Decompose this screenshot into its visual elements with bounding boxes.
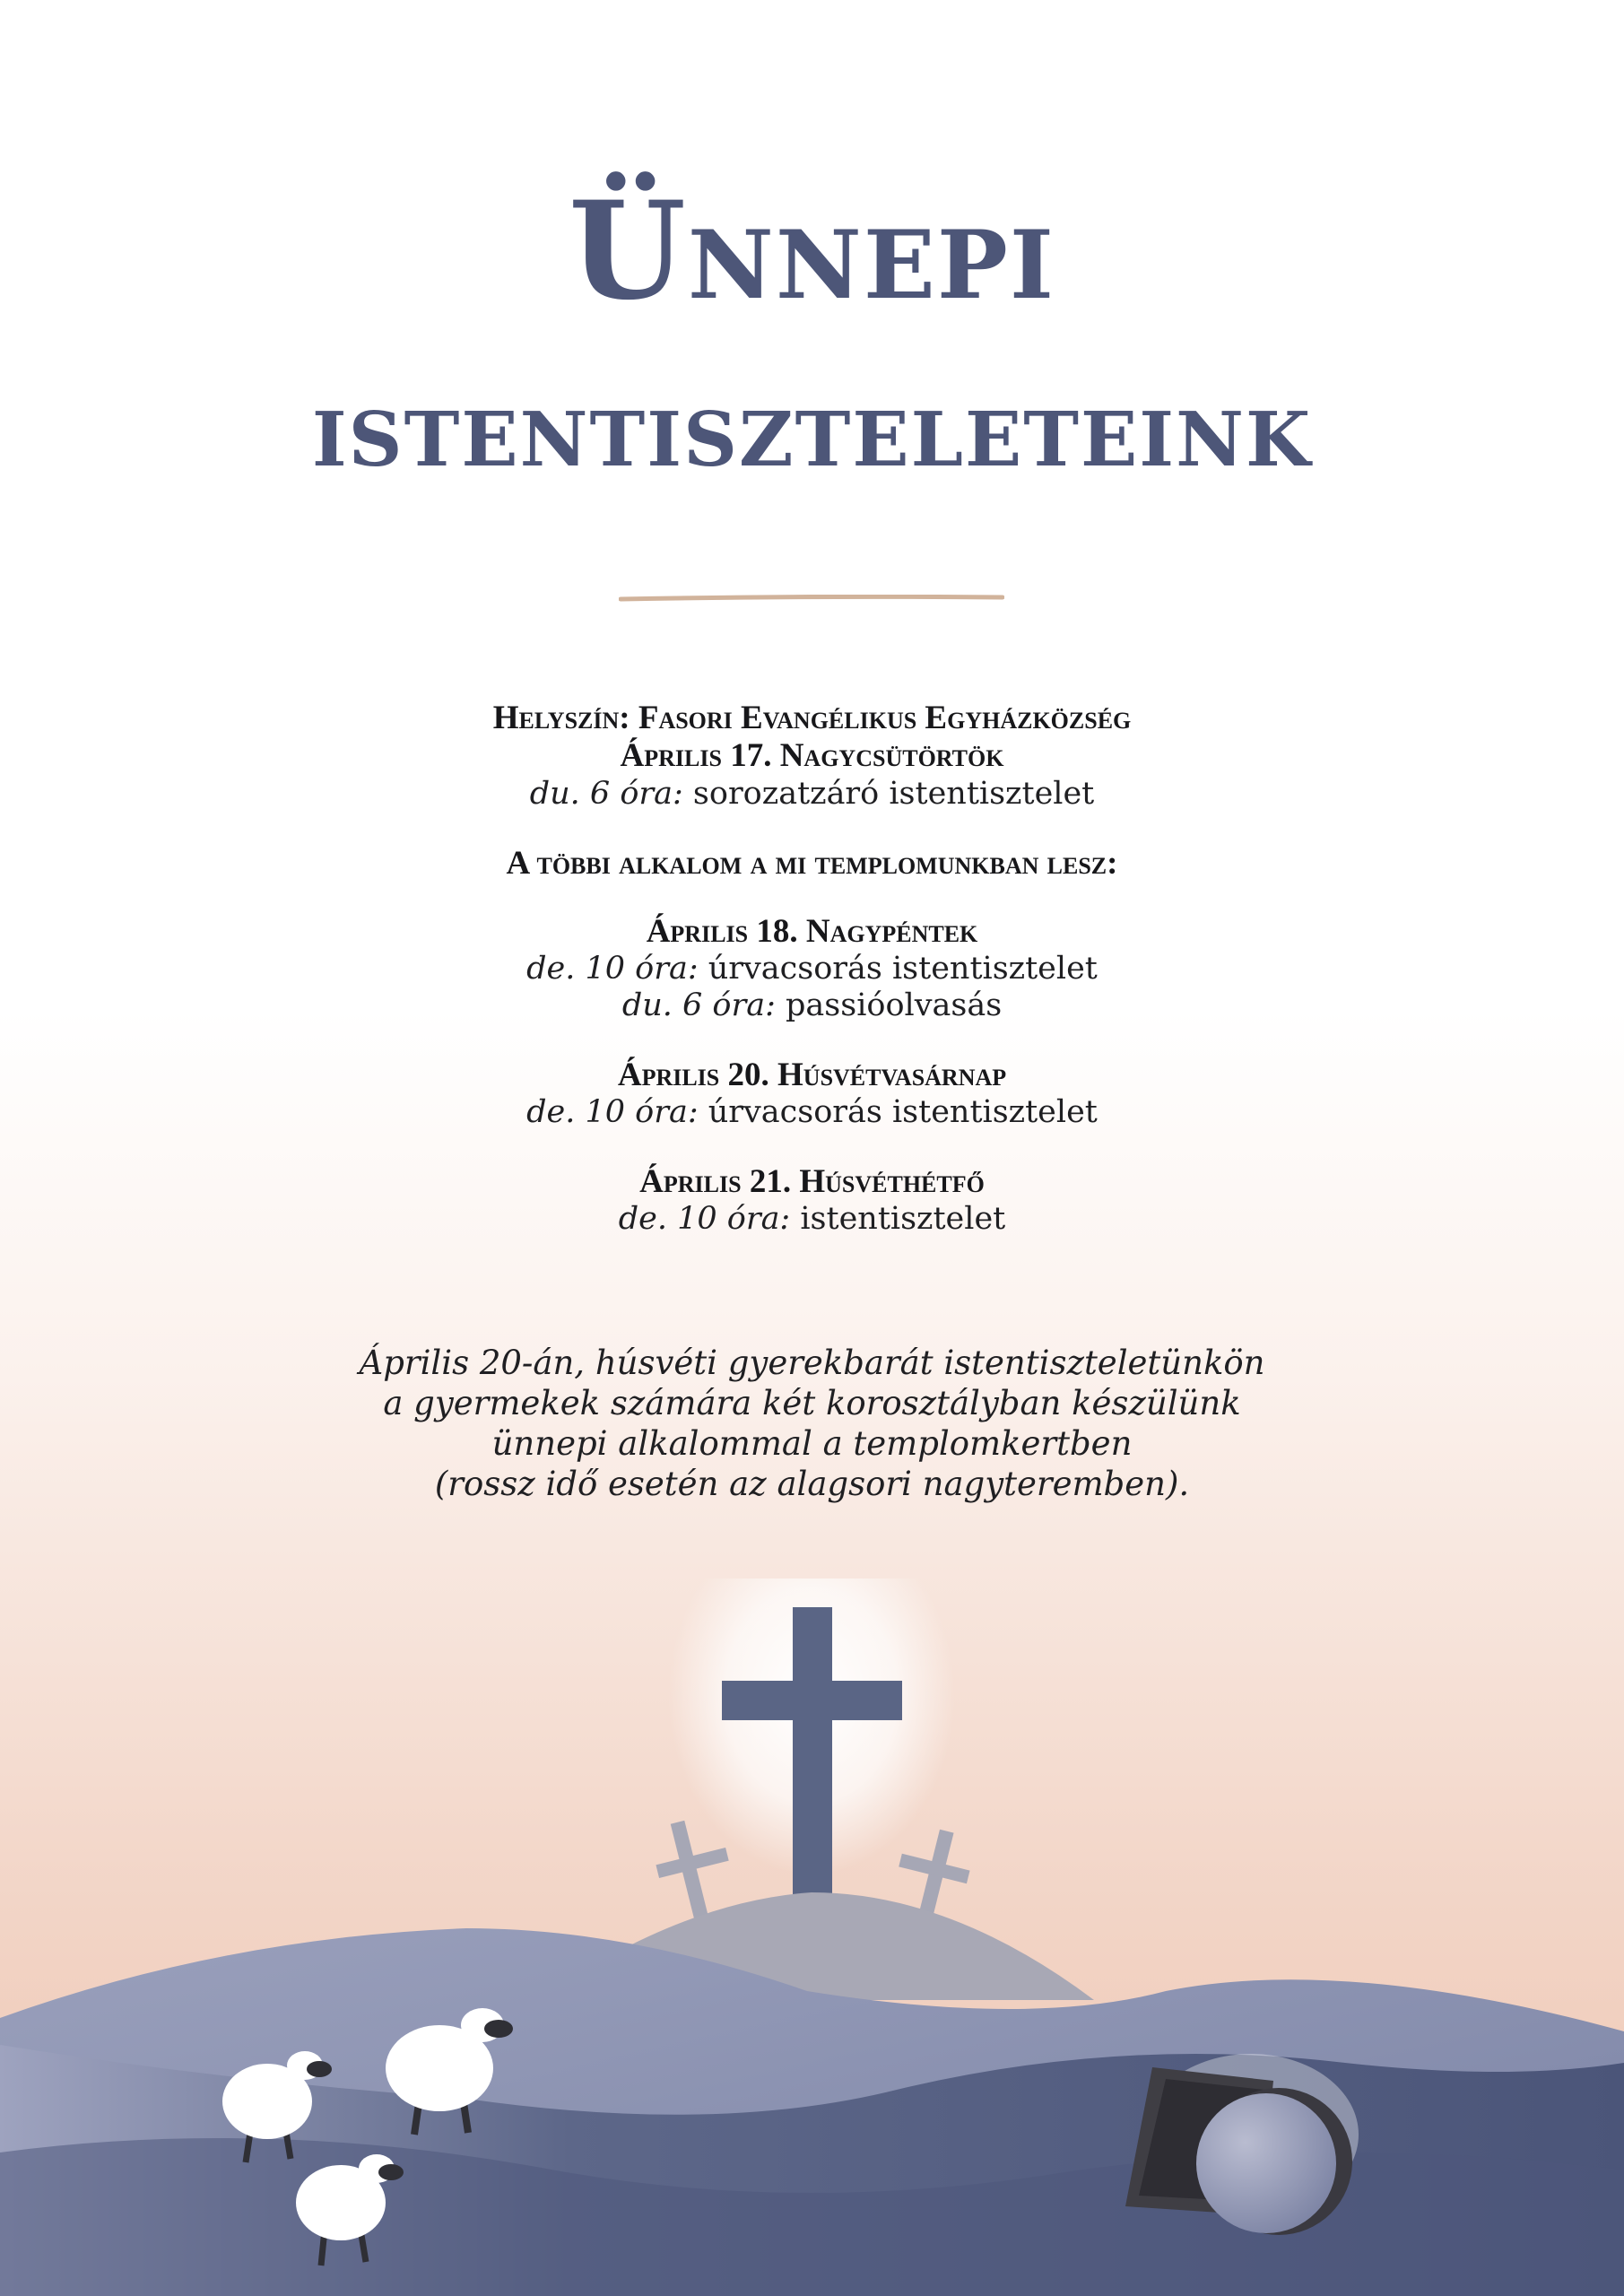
- event-item: [0, 775, 1624, 813]
- event-heading-3: Április 21. Húsvéthétfő: [639, 1163, 985, 1200]
- location-block: [0, 700, 1624, 813]
- title-divider: [619, 595, 1004, 602]
- title-line-2: istentiszteleteink: [311, 366, 1313, 491]
- event-item: [0, 1094, 1624, 1131]
- event-heading-1: Április 18. Nagypéntek: [646, 913, 978, 950]
- event-desc: passióolvasás: [775, 987, 1003, 1023]
- other-occasions-block: [0, 845, 1624, 883]
- event-item: [0, 987, 1624, 1024]
- location-label: Helyszín: Fasori Evangélikus Egyházközség: [492, 700, 1132, 736]
- easter-illustration: [0, 1578, 1624, 2296]
- event-time: du. 6 óra:: [529, 776, 683, 812]
- event-item: [0, 1201, 1624, 1238]
- event-desc: istentisztelet: [790, 1201, 1006, 1237]
- event-time: de. 10 óra:: [526, 1094, 699, 1130]
- event-time: de. 10 óra:: [618, 1201, 791, 1237]
- event-heading-2: Április 20. Húsvétvasárnap: [617, 1057, 1007, 1093]
- event-block: [0, 913, 1624, 1024]
- title-line-1: Ünnepi: [569, 172, 1055, 330]
- event-desc: úrvacsorás istentisztelet: [698, 1094, 1098, 1130]
- event-block: [0, 1163, 1624, 1238]
- note-line: ünnepi alkalommal a templomkertben: [491, 1424, 1133, 1463]
- event-desc: úrvacsorás istentisztelet: [698, 951, 1098, 987]
- event-time: du. 6 óra:: [621, 987, 776, 1023]
- event-heading-0: Április 17. Nagycsütörtök: [620, 737, 1004, 774]
- event-desc: sorozatzáró istentisztelet: [682, 776, 1095, 812]
- event-time: de. 10 óra:: [526, 951, 699, 987]
- note-line: Április 20-án, húsvéti gyerekbarát istentiszteletünkön: [359, 1344, 1265, 1382]
- other-occasions-heading: A többi alkalom a mi templomunkban lesz:: [506, 845, 1118, 882]
- event-block: [0, 1057, 1624, 1131]
- children-note: [0, 1343, 1624, 1504]
- note-line: (rossz idő esetén az alagsori nagyteremben).: [434, 1465, 1190, 1503]
- note-line: a gyermekek számára két korosztályban készülünk: [383, 1384, 1241, 1422]
- event-item: [0, 951, 1624, 987]
